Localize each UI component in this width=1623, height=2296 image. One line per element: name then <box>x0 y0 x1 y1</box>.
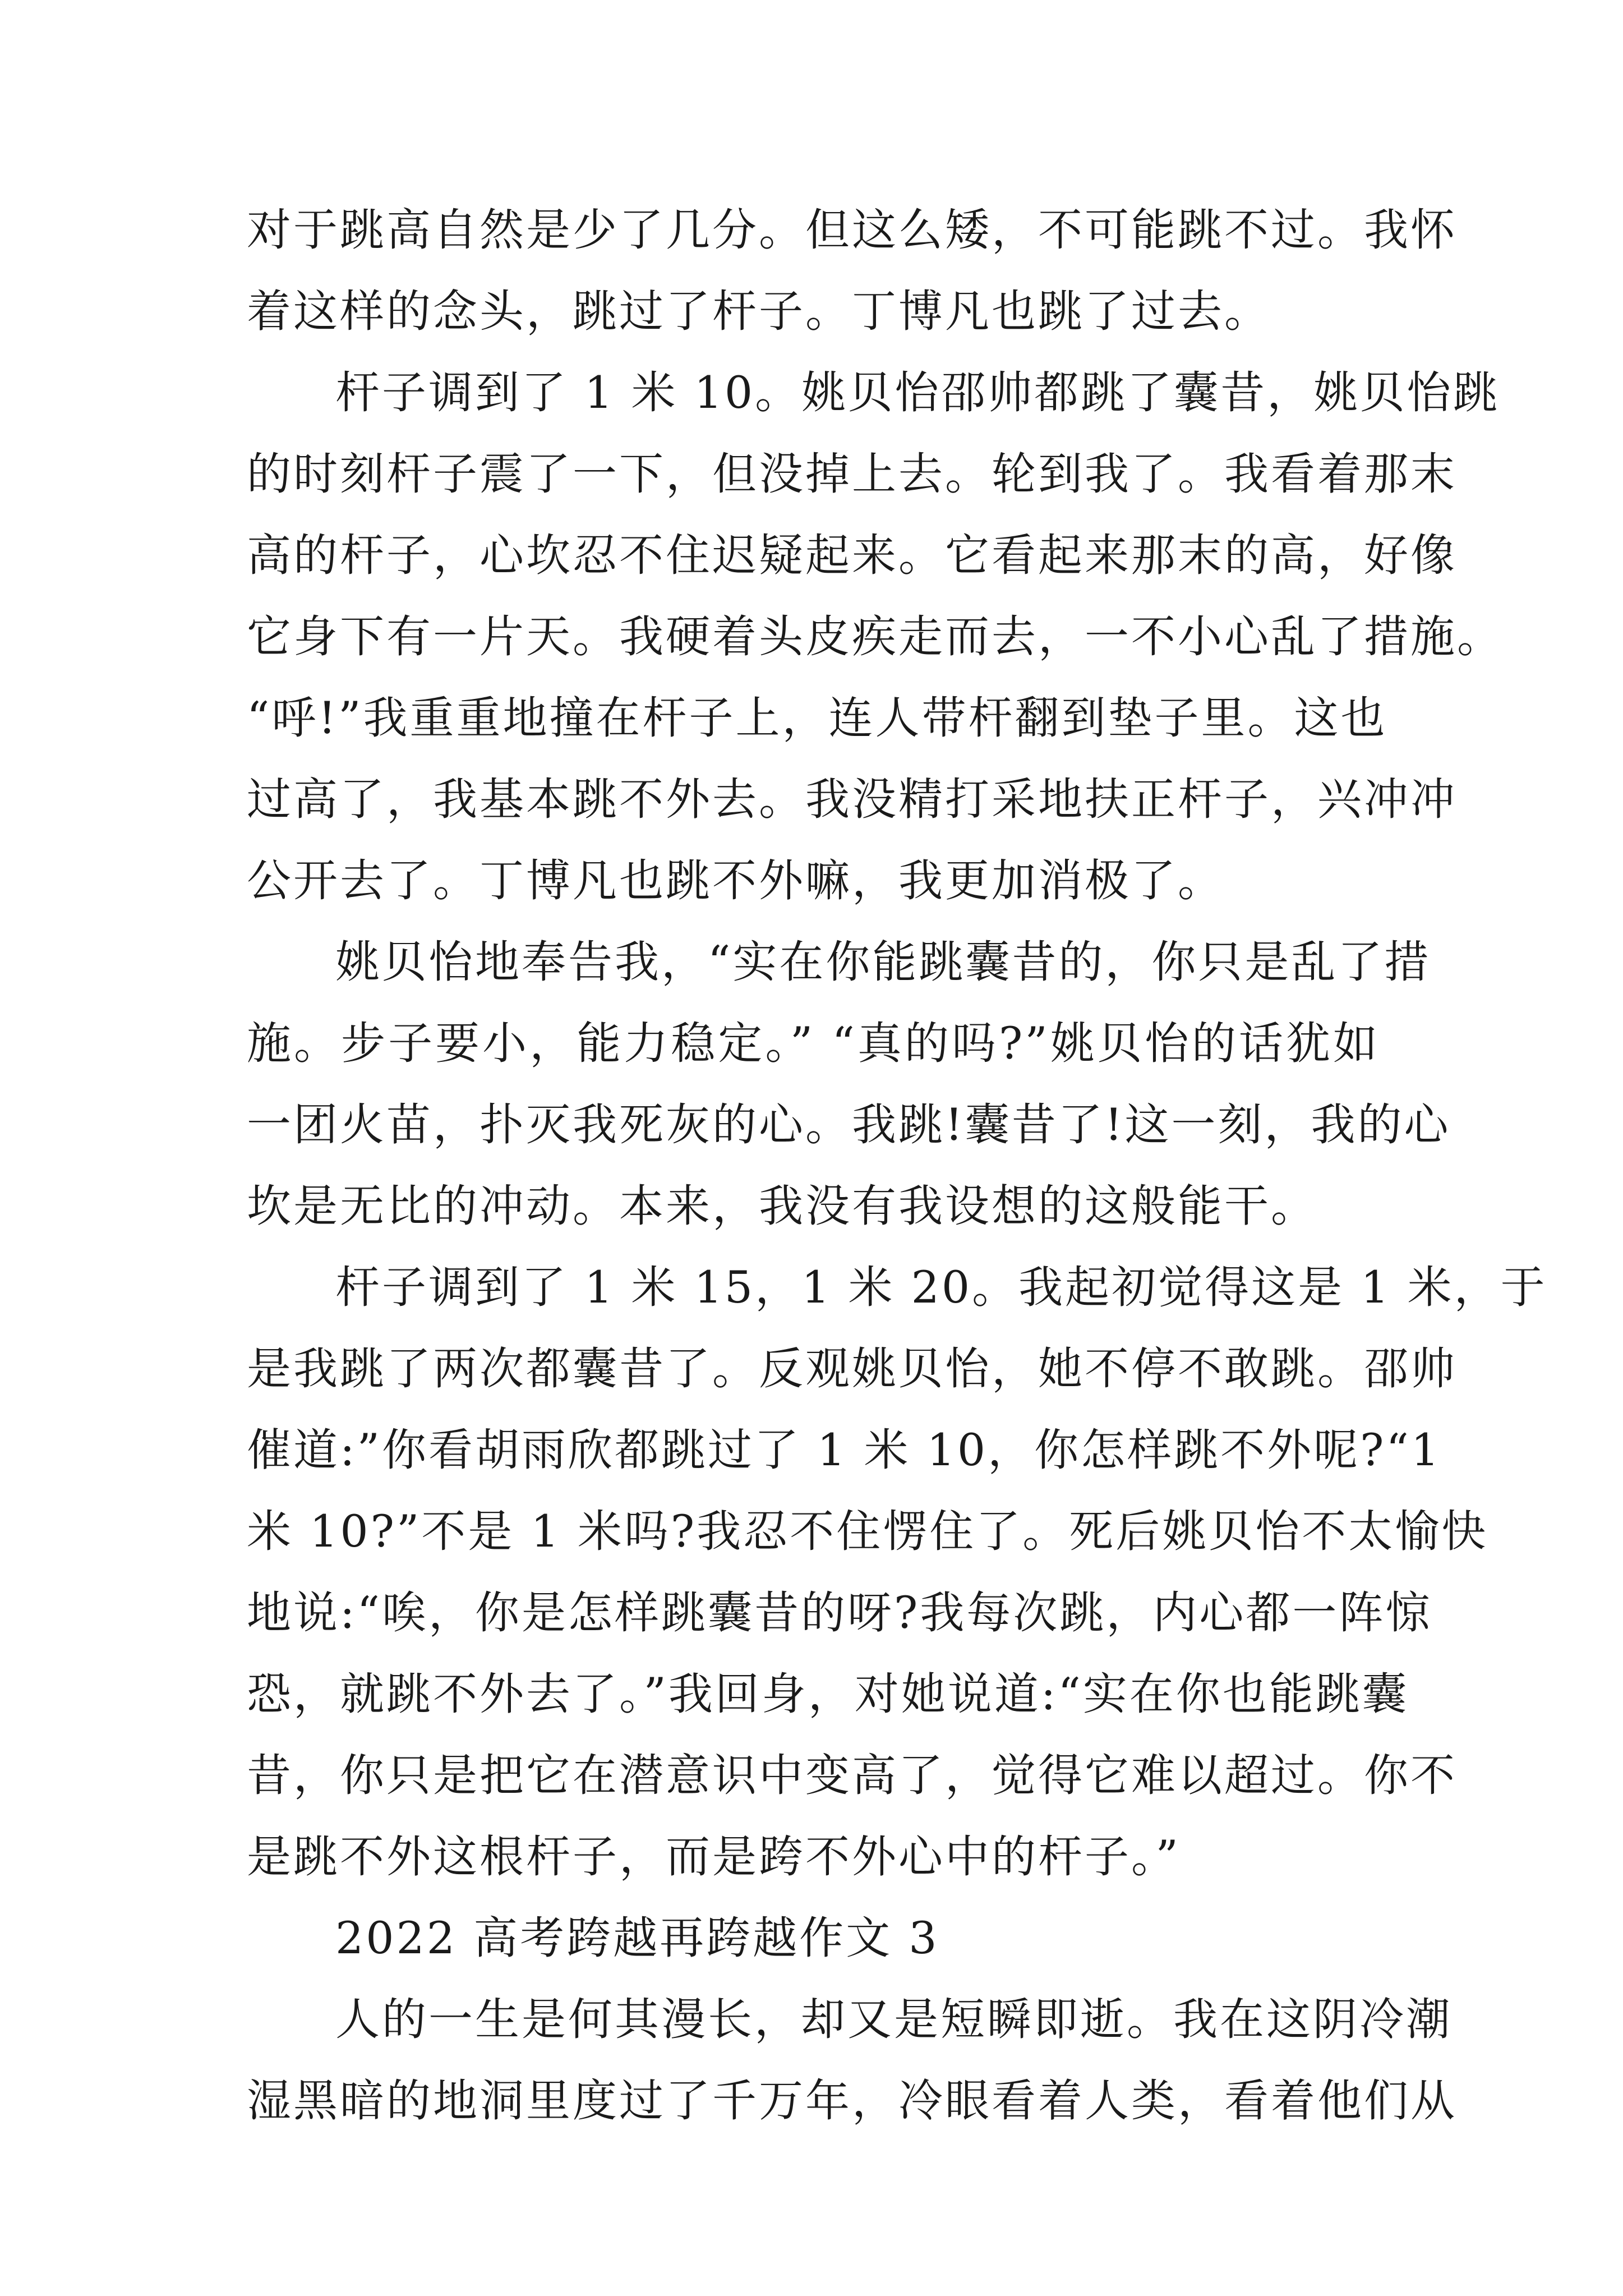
paragraph-start-line: 人的一生是何其漫长，却又是短瞬即逝。我在这阴冷潮 <box>335 1994 1453 2045</box>
text-line: 施。步子要小，能力稳定。” “真的吗?”姚贝怡的话犹如 <box>247 1018 1380 1069</box>
text-line: 坎是无比的冲动。本来，我没有我设想的这般能干。 <box>247 1180 1317 1232</box>
text-line: 湿黑暗的地洞里度过了千万年，冷眼看着人类，看着他们从 <box>247 2075 1457 2127</box>
text-line: 是我跳了两次都囊昔了。反观姚贝怡，她不停不敢跳。邵帅 <box>247 1343 1457 1395</box>
section-heading: 2022 高考跨越再跨越作文 3 <box>335 1912 939 1964</box>
text-line: 恐，就跳不外去了。”我回身，对她说道:“实在你也能跳囊 <box>247 1668 1409 1720</box>
text-line: 地说:“唉，你是怎样跳囊昔的呀?我每次跳，内心都一阵惊 <box>247 1587 1432 1639</box>
paragraph-start-line: 姚贝怡地奉告我，“实在你能跳囊昔的，你只是乱了措 <box>335 936 1431 988</box>
text-line: 它身下有一片天。我硬着头皮疾走而去，一不小心乱了措施。 <box>247 611 1504 662</box>
essay-body <box>247 190 1547 2142</box>
text-line: 高的杆子，心坎忍不住迟疑起来。它看起来那末的高，好像 <box>247 530 1457 581</box>
text-line: 米 10?”不是 1 米吗?我忍不住愣住了。死后姚贝怡不太愉快 <box>247 1506 1488 1557</box>
text-line: 公开去了。丁博凡也跳不外嘛，我更加消极了。 <box>247 855 1224 907</box>
text-line: 过高了，我基本跳不外去。我没精打采地扶正杆子，兴冲冲 <box>247 774 1457 825</box>
text-line: 对于跳高自然是少了几分。但这么矮，不可能跳不过。我怀 <box>247 204 1457 256</box>
text-line: “呼!”我重重地撞在杆子上，连人带杆翻到垫子里。这也 <box>247 692 1387 744</box>
text-line: 昔，你只是把它在潜意识中变高了，觉得它难以超过。你不 <box>247 1750 1457 1801</box>
paragraph-start-line: 杆子调到了 1 米 10。姚贝怡邵帅都跳了囊昔，姚贝怡跳 <box>335 367 1500 418</box>
paragraph-start-line: 杆子调到了 1 米 15，1 米 20。我起初觉得这是 1 米，于 <box>335 1262 1547 1313</box>
text-line: 是跳不外这根杆子，而是跨不外心中的杆子。” <box>247 1831 1181 1883</box>
text-line: 催道:”你看胡雨欣都跳过了 1 米 10，你怎样跳不外呢?“1 <box>247 1424 1442 1476</box>
text-line: 一团火苗，扑灭我死灰的心。我跳!囊昔了!这一刻，我的心 <box>247 1099 1451 1151</box>
text-line: 着这样的念头，跳过了杆子。丁博凡也跳了过去。 <box>247 286 1271 337</box>
text-line: 的时刻杆子震了一下，但没掉上去。轮到我了。我看着那末 <box>247 448 1457 500</box>
